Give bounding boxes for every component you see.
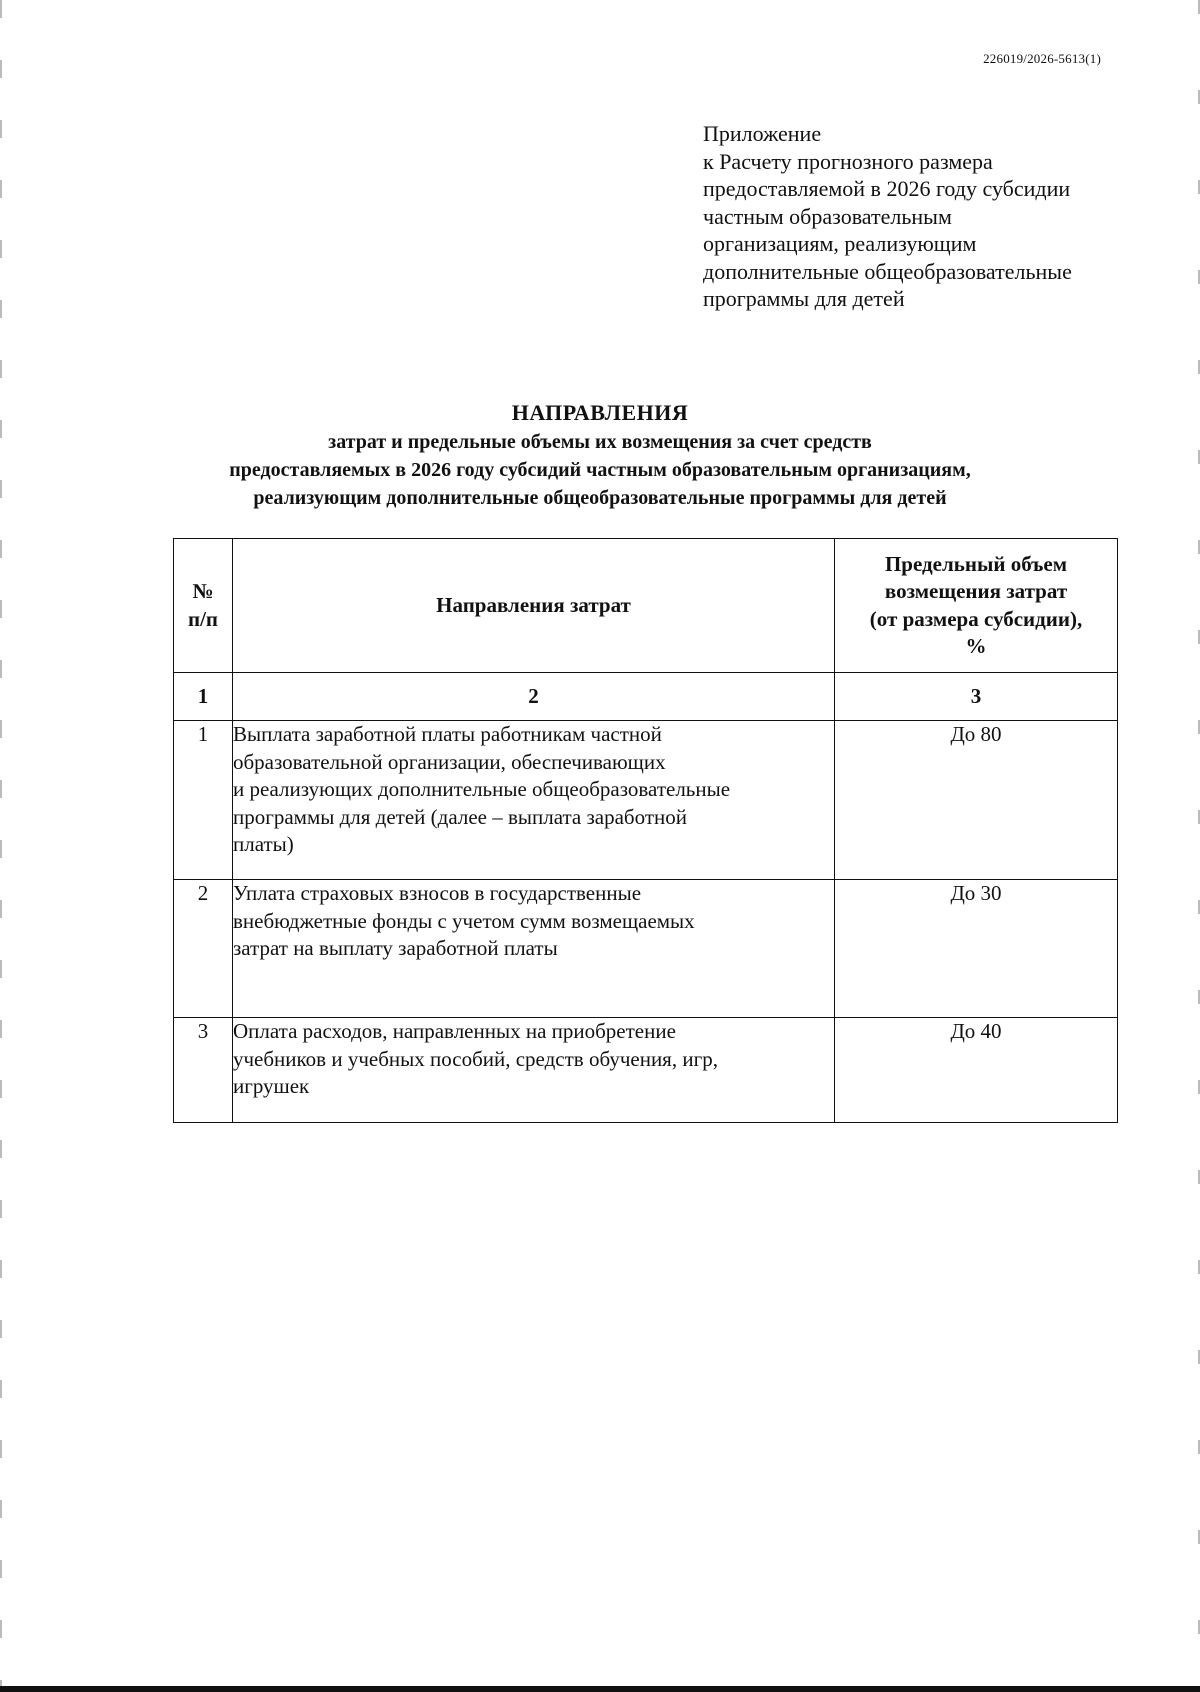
header-number	[174, 539, 233, 673]
appendix-line: организациям, реализующим	[703, 231, 977, 256]
row-limit: До 80	[835, 721, 1118, 880]
row-direction-line: Оплата расходов, направленных на приобретение	[232, 1019, 676, 1043]
row-limit: До 40	[835, 1018, 1118, 1123]
column-number: 1	[174, 673, 233, 721]
header-limit-line: Предельный объем	[884, 551, 1068, 576]
table-row	[174, 1018, 1118, 1123]
row-number: 1	[174, 721, 233, 880]
row-limit: До 30	[835, 880, 1118, 1018]
appendix-block	[703, 120, 1123, 313]
row-direction-line: учебников и учебных пособий, средств обучения, игр,	[232, 1046, 718, 1071]
row-number: 3	[174, 1018, 233, 1123]
row-direction-line: Уплата страховых взносов в государственные	[232, 881, 642, 905]
header-number-line: №	[192, 579, 214, 603]
header-number-line: п/п	[187, 606, 219, 631]
title-subtitle-line: реализующим дополнительные общеобразовательные программы для детей	[253, 487, 947, 509]
cost-directions-table	[173, 538, 1118, 1123]
table-row	[174, 721, 1118, 880]
row-direction	[232, 721, 834, 880]
appendix-line: предоставляемой в 2026 году субсидии	[703, 176, 1071, 201]
scan-edge-left	[0, 0, 2, 1692]
document-title	[0, 398, 1200, 512]
appendix-line: дополнительные общеобразовательные	[703, 258, 1072, 284]
header-limit-line: возмещения затрат	[884, 579, 1068, 603]
row-direction-line: и реализующих дополнительные общеобразовательные	[232, 777, 731, 801]
title-subtitle-line: затрат и предельные объемы их возмещения за счет средств	[328, 431, 872, 453]
row-direction-line: образовательной организации, обеспечивающих	[232, 749, 666, 774]
header-limit-line: %	[965, 634, 987, 658]
appendix-line: программы для детей	[703, 286, 905, 311]
appendix-line: Приложение	[703, 121, 822, 146]
header-limit	[835, 539, 1118, 673]
header-limit-line: (от размера субсидии),	[869, 606, 1083, 631]
column-number: 3	[835, 673, 1118, 721]
row-direction-line: игрушек	[232, 1074, 310, 1098]
header-direction: Направления затрат	[232, 539, 834, 673]
title-subtitle-line: предоставляемых в 2026 году субсидий частным образовательным организациям,	[229, 459, 971, 481]
row-direction-line: внебюджетные фонды с учетом сумм возмещаемых	[232, 908, 695, 933]
table-row	[174, 880, 1118, 1018]
row-direction-line: затрат на выплату заработной платы	[232, 936, 558, 960]
title-main: НАПРАВЛЕНИЯ	[511, 400, 689, 425]
row-direction	[232, 880, 834, 1018]
row-direction-line: Выплата заработной платы работникам частной	[232, 722, 662, 746]
appendix-line: частным образовательным	[703, 203, 952, 229]
column-number-row	[174, 673, 1118, 721]
appendix-line: к Расчету прогнозного размера	[703, 148, 993, 174]
column-number: 2	[232, 673, 834, 721]
row-direction-line: программы для детей (далее – выплата заработной	[232, 804, 687, 829]
row-direction	[232, 1018, 834, 1123]
scan-edge-bottom	[0, 1686, 1200, 1692]
document-code: 226019/2026-5613(1)	[983, 51, 1101, 66]
row-number: 2	[174, 880, 233, 1018]
table-header-row	[174, 539, 1118, 673]
row-direction-line: платы)	[232, 832, 294, 856]
